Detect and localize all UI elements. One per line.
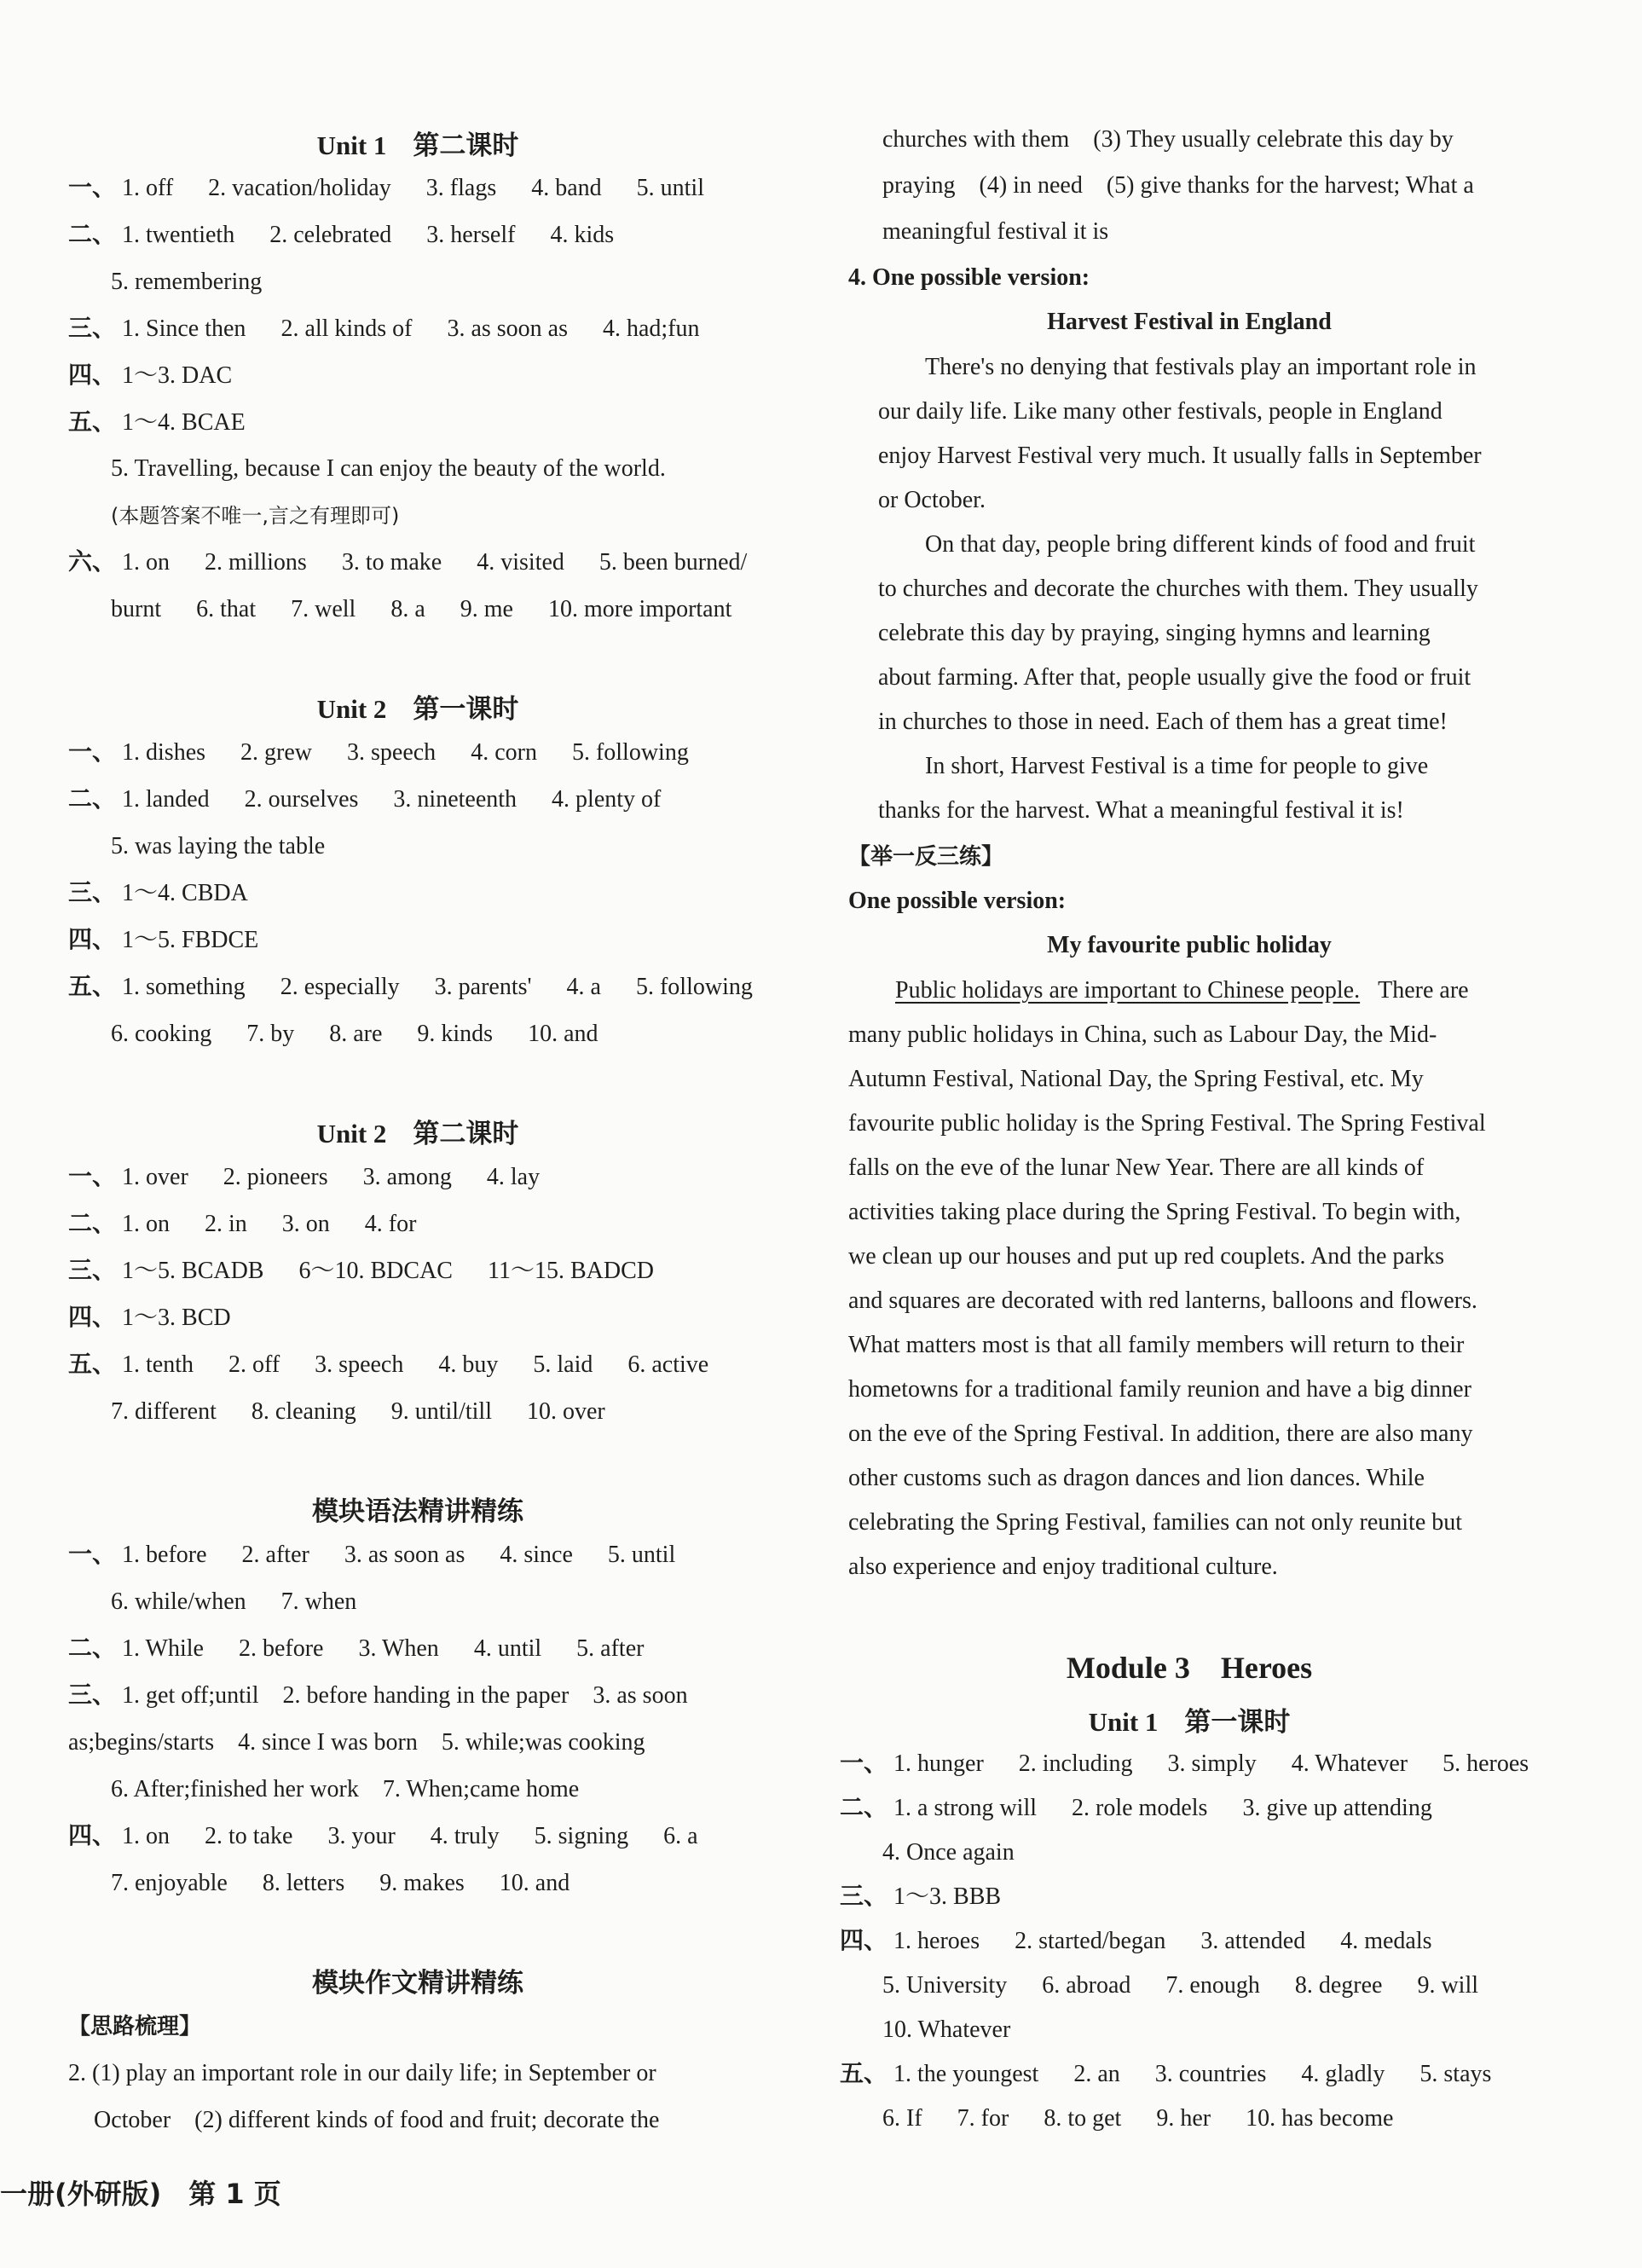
answer-item: 1. twentieth [122,222,235,248]
answer-item: 1. Since then [122,315,246,342]
row-label: 一、 [68,175,117,201]
answer-item: 4. Once again [882,1839,1015,1866]
answer-item: 11～15. BADCD [487,1258,654,1284]
answer-item: 1～3. DAC [122,362,233,389]
answer-item: 3. on [281,1211,330,1237]
answer-item: 9. me [460,596,513,622]
answer-row-continued [882,1838,1044,1867]
answer-item: 9. will [1417,1972,1479,1999]
essay-line: On that day, people bring different kinds of food and fruit [925,531,1476,558]
answer-row [68,1257,683,1286]
answer-item: 3. attended [1200,1928,1306,1954]
answer-item: 9. kinds [417,1021,494,1047]
answer-row-continued: as;begins/starts 4. since I was born 5. while;was cooking [68,1729,645,1756]
answer-item: 6. If [882,2105,922,2132]
answer-row [68,1163,569,1192]
row-label: 二、 [68,786,117,813]
answer-item: 3. parents' [434,974,532,1000]
answer-item: 4. kids [550,222,615,248]
version-label: One possible version: [848,888,1067,914]
answer-item: 10. Whatever [882,2016,1011,2043]
essay-line: other customs such as dragon dances and lion dances. While [848,1465,1425,1491]
section-title-grammar: 模块语法精讲精练 [312,1496,523,1527]
answer-item: 2. to take [205,1823,293,1849]
section-title-m3-unit1-lesson1: Unit 1 第一课时 [1088,1707,1291,1737]
answer-item: 2. ourselves [244,786,359,813]
answer-row [68,408,275,437]
answer-row-continued [111,1869,598,1898]
row-label: 二、 [68,222,117,248]
answer-item: 3. to make [341,549,442,576]
answer-item: 7. for [957,2105,1009,2132]
answer-item: 8. a [390,596,425,622]
answer-item: 3. simply [1167,1750,1257,1777]
answer-item: 4. a [566,974,601,1000]
row-label: 五、 [68,974,117,1000]
answer-item: 10. over [526,1398,605,1425]
answer-item: 3. your [327,1823,396,1849]
essay-line: on the eve of the Spring Festival. In addition, there are also many [848,1420,1473,1447]
answer-item: 1～3. BBB [893,1883,1002,1910]
answer-row-continued [111,1588,385,1617]
answer-item: 4. lay [486,1164,541,1190]
essay-line: celebrate this day by praying, singing hymns and learning [878,620,1431,646]
answer-item: 5. remembering [111,269,263,295]
answer-row [68,221,643,250]
answer-item: 4. for [364,1211,417,1237]
answer-item: 1. hunger [893,1750,984,1777]
answer-item: 7. different [111,1398,217,1425]
page-footer: 一册(外研版) 第 1 页 [0,2178,281,2210]
row-label: 四、 [68,927,117,953]
essay-line: In short, Harvest Festival is a time for people to give [925,753,1429,779]
answer-item: 1. off [122,175,174,201]
answer-item: 5. after [576,1635,645,1662]
essay-line: in churches to those in need. Each of them has a great time! [878,709,1448,735]
answer-item: 7. when [280,1588,357,1615]
answer-row [68,1822,727,1851]
row-label: 一、 [68,739,117,766]
answer-item: 4. visited [477,549,564,576]
row-label: 五、 [840,2061,888,2087]
row-label: 四、 [68,362,117,389]
answer-item: 1. dishes [122,739,206,766]
essay-line: favourite public holiday is the Spring Festival. The Spring Festival [848,1110,1486,1137]
essay-title: My favourite public holiday [1047,932,1332,958]
answer-text: churches with them (3) They usually celebrate this day by [882,126,1454,153]
answer-row-continued [111,832,354,861]
answer-item: 7. by [246,1021,295,1047]
answer-item: 5. stays [1419,2061,1492,2087]
row-label: 一、 [840,1750,888,1777]
answer-row-continued [111,595,760,624]
essay-line: activities taking place during the Spring Festival. To begin with, [848,1199,1461,1225]
answer-item: 3. nineteenth [393,786,517,813]
answer-item: 2. started/began [1015,1928,1166,1954]
answer-item: 2. all kinds of [280,315,413,342]
answer-item: 1～3. BCD [122,1305,231,1331]
answer-row [68,973,782,1002]
essay-line: about farming. After that, people usually give the food or fruit [878,664,1471,691]
section-title-unit1-lesson2: Unit 1 第二课时 [316,130,519,160]
underlined-sentence: Public holidays are important to Chinese people. [895,977,1361,1004]
answer-item: 1. a strong will [893,1795,1038,1821]
answer-item: 2. including [1018,1750,1133,1777]
answer-item: 3. flags [425,175,497,201]
row-label: 六、 [68,549,117,576]
version-label: 4. One possible version: [848,264,1090,291]
answer-row [68,926,287,955]
answer-row-continued [111,1397,634,1426]
answer-item: 2. millions [205,549,307,576]
answer-row [68,879,277,908]
essay-line: enjoy Harvest Festival very much. It usually falls in September [878,443,1482,469]
subsection-tag: 【思路梳理】 [68,2014,202,2039]
answer-item: 2. an [1073,2061,1120,2087]
answer-item: 5. signing [534,1823,629,1849]
row-label: 二、 [68,1211,117,1237]
answer-item: 3. among [362,1164,452,1190]
answer-text: meaningful festival it is [882,218,1109,245]
essay-line: our daily life. Like many other festivals, people in England [878,398,1443,425]
answer-item: 1～5. BCADB [122,1258,264,1284]
answer-row [840,1750,1558,1779]
answer-row [68,1304,260,1333]
essay-line: also experience and enjoy traditional culture. [848,1553,1278,1580]
answer-item: 1. the youngest [893,2061,1039,2087]
answer-note: (本题答案不唯一,言之有理即可) [111,504,400,528]
answer-item: 1. While [122,1635,204,1662]
answer-row [68,174,733,203]
answer-text: 1. get off;until 2. before handing in the paper 3. as soon [122,1682,688,1709]
answer-item: 6. that [196,596,257,622]
answer-item: 2. in [205,1211,247,1237]
row-label: 一、 [68,1164,117,1190]
answer-item: 3. give up attending [1242,1795,1432,1821]
essay-line: to churches and decorate the churches with them. They usually [878,576,1478,602]
answer-item: 6. a [663,1823,698,1849]
essay-line: There's no denying that festivals play an important role in [925,354,1477,380]
answer-item: 2. before [238,1635,324,1662]
answer-row [68,1541,704,1570]
essay-line: hometowns for a traditional family reunion and have a big dinner [848,1376,1471,1403]
answer-row [68,362,261,391]
answer-item: 4. since [500,1542,573,1568]
answer-sentence: 5. Travelling, because I can enjoy the beauty of the world. [111,455,666,482]
answer-item: 5. been burned/ [598,549,748,576]
answer-item: 4. Whatever [1291,1750,1408,1777]
answer-item: 7. enjoyable [111,1870,228,1896]
answer-item: 5. until [607,1542,676,1568]
answer-text: praying (4) in need (5) give thanks for the harvest; What a [882,172,1474,199]
answer-item: 1. something [122,974,246,1000]
answer-item: 3. When [358,1635,439,1662]
answer-row [68,785,690,814]
answer-item: 9. until/till [390,1398,492,1425]
answer-item: 10. and [499,1870,570,1896]
row-label: 三、 [68,1258,117,1284]
answer-item: 4. had;fun [602,315,700,342]
answer-row [68,1634,673,1663]
answer-item: 1. landed [122,786,210,813]
answer-item: 5. until [636,175,704,201]
answer-row-continued [882,2104,1422,2133]
answer-row [840,1927,1461,1956]
answer-item: 3. as soon as [447,315,568,342]
section-title-unit2-lesson2: Unit 2 第二课时 [316,1119,519,1148]
answer-item: 1. tenth [122,1351,194,1378]
row-label: 三、 [68,315,117,342]
answer-item: 4. medals [1340,1928,1432,1954]
answer-item: 1. on [122,549,171,576]
answer-item: 3. countries [1154,2061,1267,2087]
answer-item: 2. especially [280,974,400,1000]
answer-item: 6. cooking [111,1021,212,1047]
row-label: 五、 [68,1351,117,1378]
answer-item: 5. was laying the table [111,833,326,859]
essay-line: What matters most is that all family members will return to their [848,1332,1465,1358]
essay-line: or October. [878,487,986,513]
answer-item: 4. gladly [1301,2061,1385,2087]
answer-row [68,1210,445,1239]
section-title-writing: 模块作文精讲精练 [312,1968,523,1999]
answer-item: 5. following [635,974,753,1000]
answer-row-continued [882,2016,1039,2045]
answer-item: 8. degree [1294,1972,1383,1999]
answer-item: 10. more important [547,596,732,622]
answer-item: 3. speech [347,739,437,766]
row-label: 三、 [68,880,117,906]
row-label: 五、 [68,409,117,436]
answer-item: 1. over [122,1164,188,1190]
answer-item: 1. on [122,1823,171,1849]
answer-item: 4. truly [430,1823,500,1849]
answer-item: 5. laid [533,1351,593,1378]
essay-line: celebrating the Spring Festival, families can not only reunite but [848,1509,1463,1536]
answer-item: 4. band [531,175,602,201]
row-label: 四、 [68,1823,117,1849]
essay-line: and squares are decorated with red lanterns, balloons and flowers. [848,1287,1477,1314]
essay-text: There are [1378,977,1469,1004]
row-label: 一、 [68,1542,117,1568]
answer-item: 5. following [571,739,689,766]
row-label: 三、 [68,1682,117,1709]
row-label: 四、 [68,1305,117,1331]
answer-row [68,1351,737,1380]
answer-item: 5. University [882,1972,1008,1999]
answer-item: 2. role models [1072,1795,1208,1821]
answer-item: 1～5. FBDCE [122,927,259,953]
answer-item: 4. buy [438,1351,499,1378]
answer-item: 2. vacation/holiday [208,175,391,201]
answer-text: 2. (1) play an important role in our daily life; in September or [68,2060,656,2086]
essay-line: we clean up our houses and put up red couplets. And the parks [848,1243,1445,1270]
answer-item: burnt [111,596,162,622]
subsection-tag: 【举一反三练】 [848,844,1004,870]
answer-row [840,1794,1461,1823]
answer-row [840,1883,1030,1912]
answer-row [68,1681,688,1710]
answer-item: 5. heroes [1443,1750,1529,1777]
essay-line: Autumn Festival, National Day, the Spring Festival, etc. My [848,1066,1424,1092]
answer-item: 1～4. CBDA [122,880,248,906]
essay-line: falls on the eve of the lunar New Year. There are all kinds of [848,1154,1425,1181]
answer-item: 3. herself [426,222,516,248]
answer-row-continued [111,1020,627,1049]
answer-item: 8. to get [1044,2105,1122,2132]
answer-item: 4. plenty of [552,786,662,813]
answer-item: 6. abroad [1042,1972,1131,1999]
essay-line: many public holidays in China, such as Labour Day, the Mid- [848,1021,1437,1048]
answer-item: 2. after [241,1542,309,1568]
answer-item: 8. letters [262,1870,345,1896]
section-title-unit2-lesson1: Unit 2 第一课时 [316,694,519,724]
answer-item: 7. enough [1165,1972,1260,1999]
essay-line [895,976,1469,1005]
answer-item: 2. off [228,1351,280,1378]
answer-row-continued: 6. After;finished her work 7. When;came home [111,1776,580,1802]
answer-text: October (2) different kinds of food and fruit; decorate the [94,2107,660,2133]
answer-item: 1～4. BCAE [122,409,246,436]
answer-item: 9. makes [379,1870,465,1896]
essay-title: Harvest Festival in England [1047,309,1332,335]
answer-item: 8. are [329,1021,383,1047]
row-label: 三、 [840,1883,888,1910]
answer-item: 2. celebrated [269,222,392,248]
answer-item: 10. and [528,1021,598,1047]
row-label: 二、 [840,1795,888,1821]
answer-item: 1. heroes [893,1928,980,1954]
answer-item: 4. until [473,1635,542,1662]
answer-item: 3. speech [315,1351,404,1378]
answer-row-continued [882,1971,1507,2000]
answer-item: 3. as soon as [344,1542,465,1568]
answer-item: 10. has become [1246,2105,1394,2132]
answer-item: 1. before [122,1542,207,1568]
row-label: 二、 [68,1635,117,1662]
answer-item: 9. her [1156,2105,1211,2132]
answer-row-continued [111,268,291,297]
module-title: Module 3 Heroes [1066,1651,1313,1685]
answer-item: 1. on [122,1211,171,1237]
answer-item: 2. grew [240,739,312,766]
essay-line: thanks for the harvest. What a meaningful festival it is! [878,797,1404,824]
answer-item: 4. corn [471,739,537,766]
answer-row [840,2060,1520,2089]
answer-row [68,315,729,344]
answer-row [68,738,718,767]
answer-row [68,548,776,577]
answer-item: 6. while/when [111,1588,246,1615]
answer-item: 6～10. BDCAC [298,1258,453,1284]
answer-item: 6. active [627,1351,709,1378]
row-label: 四、 [840,1928,888,1954]
answer-item: 8. cleaning [251,1398,356,1425]
answer-item: 2. pioneers [223,1164,328,1190]
answer-item: 7. well [291,596,356,622]
